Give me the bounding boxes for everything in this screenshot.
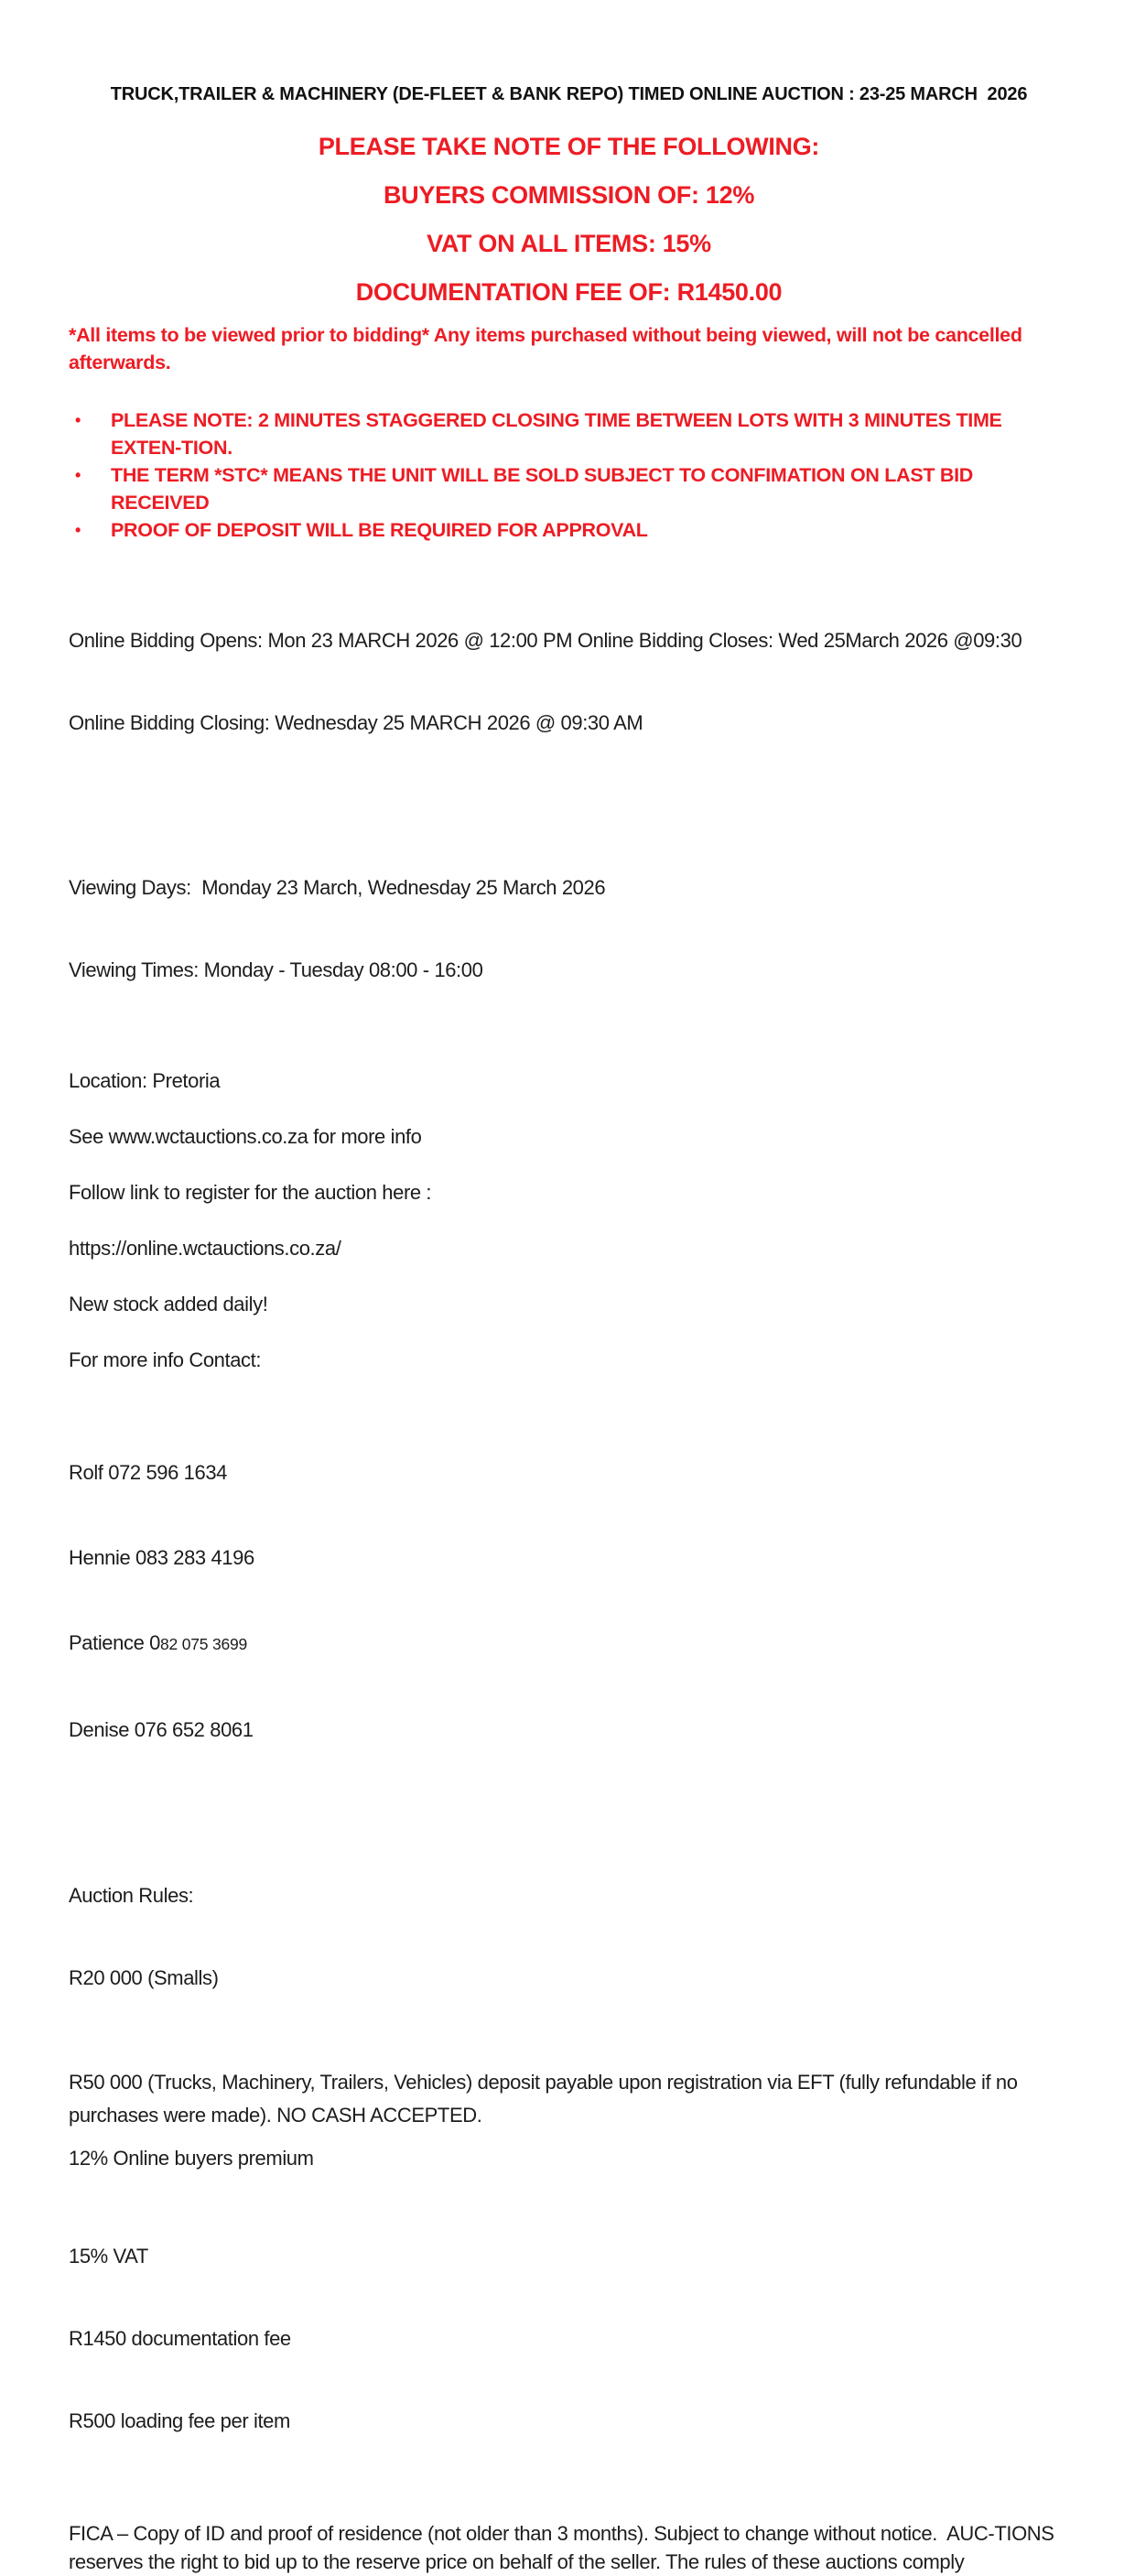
- bidding-opens-line: Online Bidding Opens: Mon 23 MARCH 2026 @ 12:00 PM Online Bidding Closes: Wed 25March 2026 @09:30: [69, 629, 1022, 652]
- viewing-days-line: Viewing Days: Monday 23 March, Wednesday 25 March 2026: [69, 876, 606, 899]
- contact-rolf: Rolf 072 596 1634: [69, 1461, 228, 1484]
- notice-heading-vat: VAT ON ALL ITEMS: 15%: [427, 230, 711, 257]
- contact-patience-name: Patience 0: [69, 1631, 160, 1654]
- location-line: Location: Pretoria: [69, 1069, 221, 1092]
- auction-rules-heading: Auction Rules:: [69, 1884, 194, 1907]
- notice-heading-commission: BUYERS COMMISSION OF: 12%: [383, 181, 755, 209]
- bullet-icon: •: [75, 466, 81, 484]
- new-stock-line: New stock added daily!: [69, 1293, 268, 1315]
- bidding-closing-line: Online Bidding Closing: Wednesday 25 MARCH 2026 @ 09:30 AM: [69, 711, 643, 734]
- bullet-icon: •: [75, 411, 81, 429]
- bullet-item-stc-term: [69, 461, 1069, 516]
- loading-fee-line: R500 loading fee per item: [69, 2409, 290, 2432]
- contact-heading: For more info Contact:: [69, 1348, 262, 1371]
- register-prompt-line: Follow link to register for the auction here :: [69, 1181, 432, 1204]
- large-deposit-paragraph: R50 000 (Trucks, Machinery, Trailers, Vehicles) deposit payable upon registration via EFT (fully refundable if no purchases were made). NO CASH ACCEPTED.: [69, 2071, 1023, 2127]
- smalls-deposit-line: R20 000 (Smalls): [69, 1966, 219, 1989]
- registration-url-text: https://online.wctauctions.co.za/: [69, 1237, 341, 1260]
- buyers-premium-line: 12% Online buyers premium: [69, 2147, 314, 2170]
- bullet-item-text: PROOF OF DEPOSIT WILL BE REQUIRED FOR APPROVAL: [111, 519, 648, 541]
- contact-patience-number: 82 075 3699: [159, 1635, 248, 1653]
- contact-denise: Denise 076 652 8061: [69, 1718, 254, 1741]
- bullet-item-closing-time: [69, 406, 1069, 461]
- contact-hennie: Hennie 083 283 4196: [69, 1546, 254, 1569]
- bullet-icon: •: [75, 521, 81, 539]
- notice-bullet-list: [69, 406, 1069, 544]
- bullet-item-proof-of-deposit: [69, 516, 1069, 544]
- doc-fee-line: R1450 documentation fee: [69, 2327, 291, 2350]
- vat-line: 15% VAT: [69, 2245, 148, 2268]
- auction-rules-block: [69, 1827, 1069, 2047]
- viewing-times-line: Viewing Times: Monday - Tuesday 08:00 - 16:00: [69, 958, 483, 981]
- bidding-schedule: [69, 572, 1069, 792]
- viewing-warning-text: *All items to be viewed prior to bidding* Any items purchased without being viewed, will not be cancelled afterwards.: [69, 324, 1028, 373]
- fica-paragraph: FICA – Copy of ID and proof of residence (not older than 3 months). Subject to change without notice. AUC-TIONS reserves the right to bid up to the reserve price on behalf of the seller. The rules of these auctions comply: [69, 2522, 1060, 2573]
- auction-title: TRUCK,TRAILER & MACHINERY (DE-FLEET & BANK REPO) TIMED ONLINE AUCTION : 23-25 MARCH 2026: [110, 84, 1028, 104]
- bullet-item-text: PLEASE NOTE: 2 MINUTES STAGGERED CLOSING TIME BETWEEN LOTS WITH 3 MINUTES TIME EXTEN-TION.: [111, 409, 1008, 459]
- website-info-line: See www.wctauctions.co.za for more info: [69, 1125, 422, 1148]
- contact-list: [69, 1402, 1069, 1801]
- viewing-schedule: [69, 819, 1069, 1039]
- bullet-item-text: THE TERM *STC* MEANS THE UNIT WILL BE SOLD SUBJECT TO CONFIMATION ON LAST BID RECEIVED: [111, 464, 978, 514]
- contact-patience: [69, 1629, 1069, 1659]
- fees-block: [69, 2188, 1069, 2490]
- notice-heading-doc-fee: DOCUMENTATION FEE OF: R1450.00: [355, 278, 783, 306]
- notice-heading-take-note: PLEASE TAKE NOTE OF THE FOLLOWING:: [318, 133, 820, 160]
